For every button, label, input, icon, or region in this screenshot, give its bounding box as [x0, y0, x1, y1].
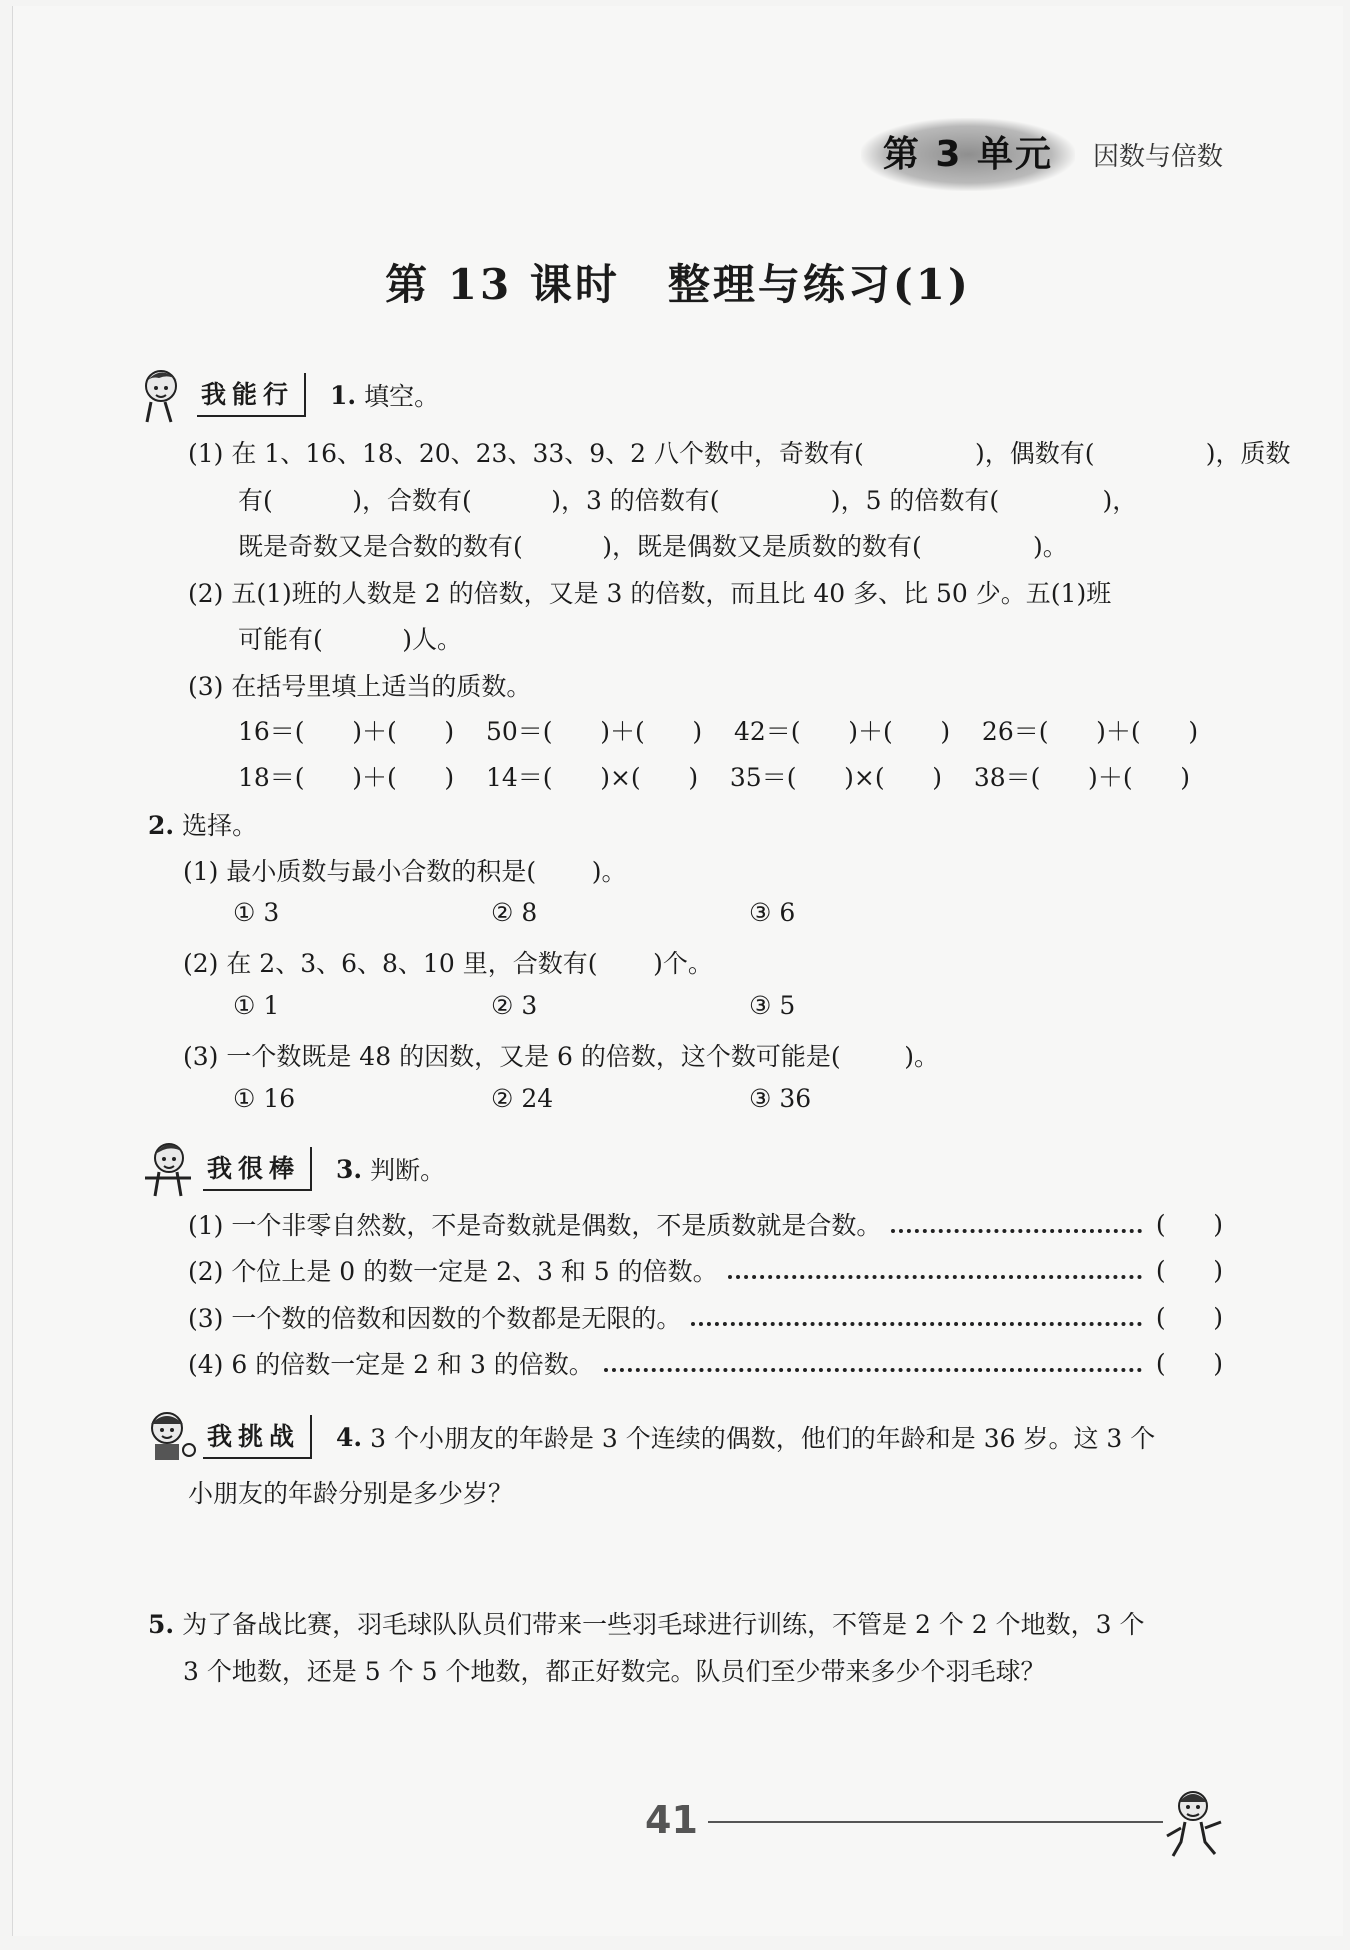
- option: ① 1: [233, 991, 280, 1020]
- q1-line: 16＝( )＋( ) 50＝( )＋( ) 42＝( )＋( ) 26＝( )＋( ): [238, 717, 1199, 746]
- unit-header: [861, 118, 1223, 191]
- option: ② 3: [491, 991, 538, 1020]
- q1-line: 有( )，合数有( )，3 的倍数有( )，5 的倍数有( )，: [238, 486, 1138, 515]
- section-tag-1: 我能行: [197, 373, 306, 417]
- q2-options: [233, 1084, 811, 1113]
- q1-line: (1) 在 1、16、18、20、23、33、9、2 八个数中，奇数有( )，偶数有( )，质数: [188, 439, 1291, 468]
- girl-mascot-icon: [141, 1138, 199, 1200]
- section-header-1: [135, 364, 439, 426]
- girl-mascot-icon: [135, 364, 193, 426]
- judge-text: (1) 一个非零自然数，不是奇数就是偶数，不是质数就是合数。: [188, 1211, 882, 1240]
- q2-number: 2.: [148, 811, 175, 840]
- q1-line: 18＝( )＋( ) 14＝( )×( ) 35＝( )×( ) 38＝( )＋( ): [238, 763, 1191, 792]
- option: ③ 36: [749, 1084, 812, 1113]
- q2-header: [148, 806, 257, 842]
- answer-paren: ( ): [1155, 1302, 1223, 1332]
- section-header-2: [141, 1138, 445, 1200]
- q5-line: [148, 1605, 1145, 1641]
- unit-topic: 因数与倍数: [1092, 142, 1223, 172]
- q2-sub: (3) 一个数既是 48 的因数，又是 6 的倍数，这个数可能是( )。: [183, 1042, 939, 1071]
- option: ③ 5: [749, 991, 796, 1020]
- unit-badge: 第 3 单元: [861, 118, 1075, 191]
- lesson-name: 整理与练习(1): [667, 260, 971, 309]
- q2-options: [233, 898, 795, 927]
- q2-sub: (1) 最小质数与最小合数的积是( )。: [183, 857, 627, 886]
- section-tag-3: 我挑战: [203, 1415, 312, 1459]
- q1-line: (2) 五(1)班的人数是 2 的倍数，又是 3 的倍数，而且比 40 多、比 50 少。五(1)班: [188, 579, 1112, 608]
- answer-paren: ( ): [1155, 1209, 1223, 1239]
- section-header-3: [141, 1406, 1155, 1468]
- q1-title: 填空。: [364, 382, 440, 411]
- answer-paren: ( ): [1155, 1348, 1223, 1378]
- q5-text: 为了备战比赛，羽毛球队队员们带来一些羽毛球进行训练，不管是 2 个 2 个地数，3 个: [182, 1610, 1145, 1639]
- answer-paren: ( ): [1155, 1255, 1223, 1285]
- judge-text: (3) 一个数的倍数和因数的个数都是无限的。: [188, 1304, 682, 1333]
- q2-title: 选择。: [182, 811, 258, 840]
- q4-line: 3 个小朋友的年龄是 3 个连续的偶数，他们的年龄和是 36 岁。这 3 个: [370, 1424, 1156, 1453]
- option: ③ 6: [749, 898, 796, 927]
- q4-number: 4.: [336, 1422, 363, 1452]
- judge-item: [188, 1252, 1223, 1288]
- judge-item: [188, 1206, 1223, 1242]
- judge-item: [188, 1345, 1223, 1381]
- q2-options: [233, 991, 795, 1020]
- q1-line: (3) 在括号里填上适当的质数。: [188, 672, 532, 701]
- q5-line: 3 个地数，还是 5 个 5 个地数，都正好数完。队员们至少带来多少个羽毛球？: [183, 1657, 1046, 1686]
- option: ② 24: [491, 1084, 554, 1113]
- q3-number: 3.: [336, 1154, 363, 1184]
- lesson-title: [13, 252, 1343, 312]
- option: ① 16: [233, 1084, 296, 1113]
- judge-text: (4) 6 的倍数一定是 2 和 3 的倍数。: [188, 1350, 594, 1379]
- section-tag-2: 我很棒: [203, 1147, 312, 1191]
- boy-mascot-icon: [141, 1406, 199, 1468]
- page-number: 41: [645, 1798, 698, 1842]
- workbook-page: [12, 6, 1343, 1936]
- running-boy-icon: [1163, 1786, 1227, 1860]
- lesson-number: 第 13 课时: [385, 260, 620, 309]
- q4-line: 小朋友的年龄分别是多少岁？: [188, 1479, 514, 1508]
- q1-line: 既是奇数又是合数的数有( )，既是偶数又是质数的数有( )。: [238, 532, 1068, 561]
- footer-rule: [708, 1821, 1163, 1823]
- q3-title: 判断。: [370, 1156, 446, 1185]
- option: ② 8: [491, 898, 538, 927]
- option: ① 3: [233, 898, 280, 927]
- judge-text: (2) 个位上是 0 的数一定是 2、3 和 5 的倍数。: [188, 1257, 718, 1286]
- q2-sub: (2) 在 2、3、6、8、10 里，合数有( )个。: [183, 949, 713, 978]
- q1-number: 1.: [330, 380, 357, 410]
- q5-number: 5.: [148, 1610, 175, 1639]
- judge-item: [188, 1299, 1223, 1335]
- q1-line: 可能有( )人。: [238, 625, 462, 654]
